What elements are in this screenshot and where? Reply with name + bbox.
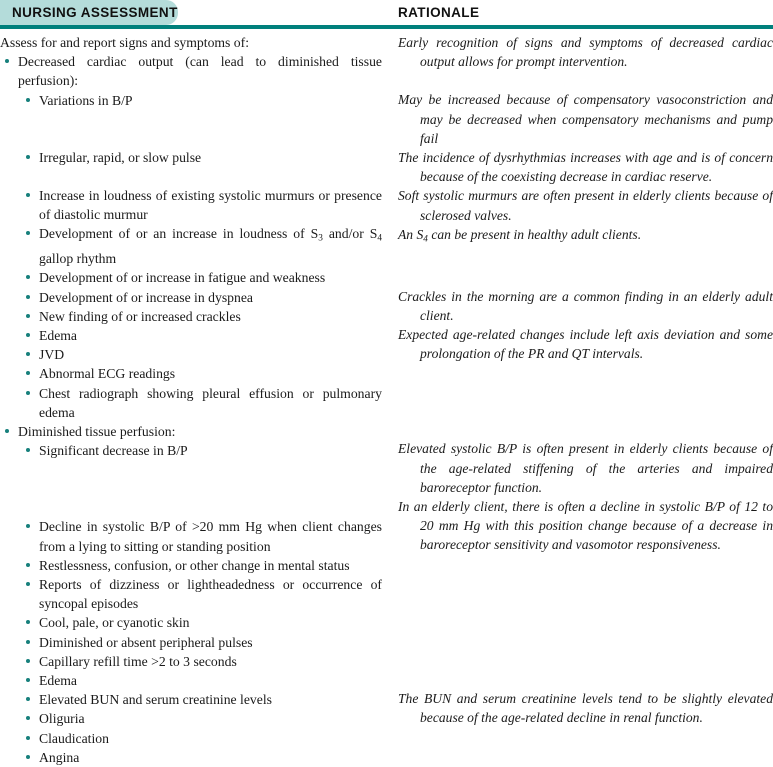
list-item-label: Development of or increase in dyspnea	[39, 289, 253, 305]
list-item-label: JVD	[39, 347, 65, 363]
rationale-entry: May be increased because of compensatory vasoconstriction and may be decreased when compensatory mechanisms and pump fail	[398, 92, 773, 146]
assessment-intro: Assess for and report signs and symptoms of:	[0, 35, 250, 50]
list-item	[0, 148, 382, 167]
spacer	[0, 167, 382, 186]
list-item	[0, 613, 382, 632]
rationale-column	[398, 31, 773, 727]
bullet-icon	[26, 295, 30, 299]
list-item-label: New finding of or increased crackles	[39, 308, 241, 324]
list-item	[0, 556, 382, 575]
spacer	[398, 71, 773, 90]
list-item	[0, 224, 382, 268]
rationale-entry: Expected age-related changes include left axis deviation and some prolongation of the PR and QT intervals.	[398, 327, 773, 362]
table-body	[0, 31, 773, 765]
list-item-label: Claudication	[39, 730, 109, 746]
rationale-entry-s4: An $S_4$ can be present in healthy adult clients.	[398, 226, 642, 244]
bullet-icon	[26, 659, 30, 663]
list-item-label: Elevated BUN and serum creatinine levels	[39, 692, 272, 708]
spacer	[398, 363, 773, 439]
list-item	[0, 748, 382, 767]
assessment-list	[0, 52, 382, 767]
bullet-icon	[26, 352, 30, 356]
bullet-icon	[26, 736, 30, 740]
bullet-icon	[26, 640, 30, 644]
list-item-label: Edema	[39, 673, 78, 689]
bullet-icon	[26, 563, 30, 567]
list-item-label: Development of or increase in fatigue and weakness	[39, 270, 326, 286]
list-item-label: Chest radiograph showing pleural effusion or pulmonary edema	[39, 385, 382, 420]
list-item-label: Irregular, rapid, or slow pulse	[39, 149, 202, 165]
list-item	[0, 384, 382, 422]
list-item-label: Capillary refill time >2 to 3 seconds	[39, 653, 237, 669]
list-item-label: Restlessness, confusion, or other change in mental status	[39, 557, 350, 573]
header-divider-rule	[0, 25, 773, 29]
bullet-icon	[26, 755, 30, 759]
list-item-label: Reports of dizziness or lightheadedness or occurrence of syncopal episodes	[39, 577, 382, 612]
list-item	[0, 709, 382, 728]
bullet-icon	[26, 371, 30, 375]
list-item	[0, 288, 382, 307]
list-item	[0, 633, 382, 652]
bullet-icon	[26, 678, 30, 682]
rationale-entry: The BUN and serum creatinine levels tend to be slightly elevated because of the age-related decline in renal function.	[398, 690, 773, 725]
list-item	[0, 307, 382, 326]
spacer	[0, 460, 382, 517]
bullet-icon	[26, 620, 30, 624]
bullet-icon	[5, 429, 9, 433]
nursing-assessment-column	[0, 31, 382, 767]
list-item	[0, 364, 382, 383]
list-item	[0, 652, 382, 671]
rationale-heading: RATIONALE	[398, 5, 480, 20]
list-item-label: Angina	[39, 749, 80, 765]
list-item-label: Diminished tissue perfusion:	[18, 424, 176, 440]
table-header	[0, 0, 773, 30]
bullet-icon	[26, 448, 30, 452]
bullet-icon	[26, 314, 30, 318]
bullet-icon	[26, 98, 30, 102]
bullet-icon	[26, 391, 30, 395]
list-item	[0, 326, 382, 345]
bullet-icon	[26, 333, 30, 337]
spacer	[0, 110, 382, 148]
bullet-icon	[26, 524, 30, 528]
rationale-entry: Elevated systolic B/P is often present in elderly clients because of the age-related stiffening of the arteries and impaired baroreceptor function.	[398, 441, 773, 495]
list-item	[0, 575, 382, 613]
list-item-label: Edema	[39, 328, 78, 344]
list-item-label: Decline in systolic B/P of >20 mm Hg when client changes from a lying to sitting or standing position	[39, 519, 382, 554]
bullet-icon	[26, 582, 30, 586]
list-item-label-s3s4: Development of or an increase in loudness of $S_3$ and/or $S_4$ gallop rhythm	[39, 226, 382, 267]
rationale-entry: Soft systolic murmurs are often present in elderly clients because of sclerosed valves.	[398, 188, 773, 223]
list-item	[0, 441, 382, 460]
spacer	[398, 555, 773, 689]
bullet-icon	[26, 231, 30, 235]
list-item	[0, 671, 382, 690]
spacer	[398, 249, 773, 287]
list-item	[0, 345, 382, 364]
bullet-icon	[26, 716, 30, 720]
list-item	[0, 186, 382, 224]
list-item-label: Abnormal ECG readings	[39, 366, 176, 382]
list-item-label: Variations in B/P	[39, 92, 133, 108]
list-item-label: Cool, pale, or cyanotic skin	[39, 615, 190, 631]
list-item	[0, 52, 382, 90]
list-item-label: Decreased cardiac output (can lead to diminished tissue perfusion):	[18, 54, 382, 89]
bullet-icon	[26, 697, 30, 701]
rationale-entry: Early recognition of signs and symptoms of decreased cardiac output allows for prompt intervention.	[398, 35, 773, 70]
list-item	[0, 268, 382, 287]
bullet-icon	[5, 59, 9, 63]
list-item-label: Increase in loudness of existing systolic murmurs or presence of diastolic murmur	[39, 188, 382, 223]
list-item-label: Significant decrease in B/P	[39, 443, 188, 459]
list-item	[0, 729, 382, 748]
rationale-entry: Crackles in the morning are a common finding in an elderly adult client.	[398, 288, 773, 323]
bullet-icon	[26, 193, 30, 197]
rationale-entry: The incidence of dysrhythmias increases with age and is of concern because of the coexisting decrease in cardiac reserve.	[398, 150, 773, 185]
list-item	[0, 690, 382, 709]
nursing-assessment-heading: NURSING ASSESSMENT	[12, 5, 178, 20]
list-item-label: Diminished or absent peripheral pulses	[39, 634, 253, 650]
bullet-icon	[26, 275, 30, 279]
list-item	[0, 517, 382, 555]
bullet-icon	[26, 155, 30, 159]
list-item-label: Oliguria	[39, 711, 85, 727]
list-item	[0, 91, 382, 110]
list-item	[0, 422, 382, 441]
rationale-entry: In an elderly client, there is often a decline in systolic B/P of 12 to 20 mm Hg with this position change because of a decrease in baroreceptor sensitivity and vasomotor responsiveness.	[398, 499, 773, 553]
